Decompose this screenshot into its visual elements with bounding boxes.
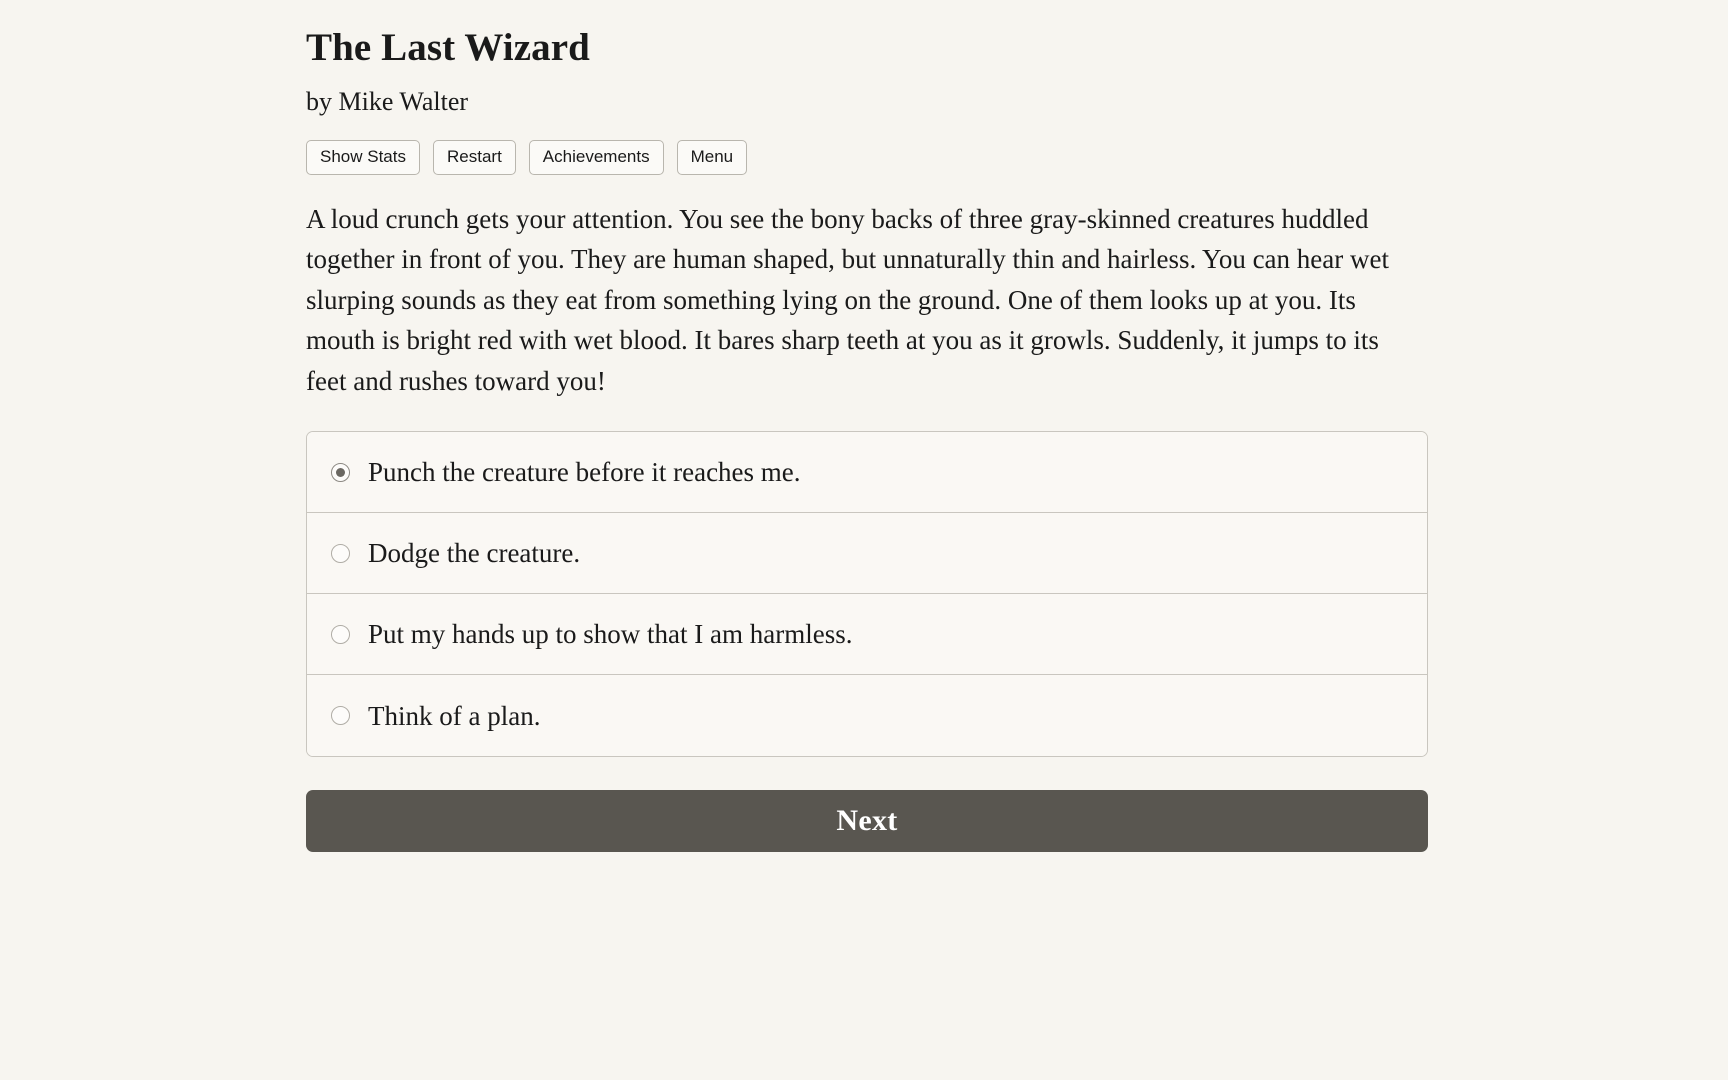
radio-icon[interactable]	[331, 625, 350, 644]
story-text: A loud crunch gets your attention. You see the bony backs of three gray-skinned creatures huddled together in front of you. They are human shaped, but unnaturally thin and hairless. You can hear wet slurping sounds as they eat from something lying on the ground. One of them looks up at you. Its mouth is bright red with wet blood. It bares sharp teeth at you as it growls. Suddenly, it jumps to its feet and rushes toward you!	[306, 203, 1389, 396]
next-button[interactable]: Next	[306, 790, 1428, 852]
choice-option-3[interactable]	[307, 594, 1427, 675]
radio-icon[interactable]	[331, 463, 350, 482]
choice-option-1[interactable]	[307, 432, 1427, 513]
radio-icon[interactable]	[331, 706, 350, 725]
achievements-button[interactable]: Achievements	[529, 140, 664, 175]
restart-button[interactable]: Restart	[433, 140, 516, 175]
game-toolbar	[306, 140, 1436, 175]
author-byline: by Mike Walter	[306, 86, 469, 116]
page-title: The Last Wizard	[306, 26, 590, 69]
choice-option-4[interactable]	[307, 675, 1427, 756]
choice-label: Punch the creature before it reaches me.	[368, 457, 801, 488]
radio-icon[interactable]	[331, 544, 350, 563]
show-stats-button[interactable]: Show Stats	[306, 140, 420, 175]
choice-list	[306, 431, 1428, 757]
choice-label: Put my hands up to show that I am harmless.	[368, 619, 853, 650]
choice-label: Dodge the creature.	[368, 538, 581, 569]
choice-option-2[interactable]	[307, 513, 1427, 594]
menu-button[interactable]: Menu	[677, 140, 748, 175]
game-content	[306, 22, 1436, 852]
choice-label: Think of a plan.	[368, 700, 541, 731]
